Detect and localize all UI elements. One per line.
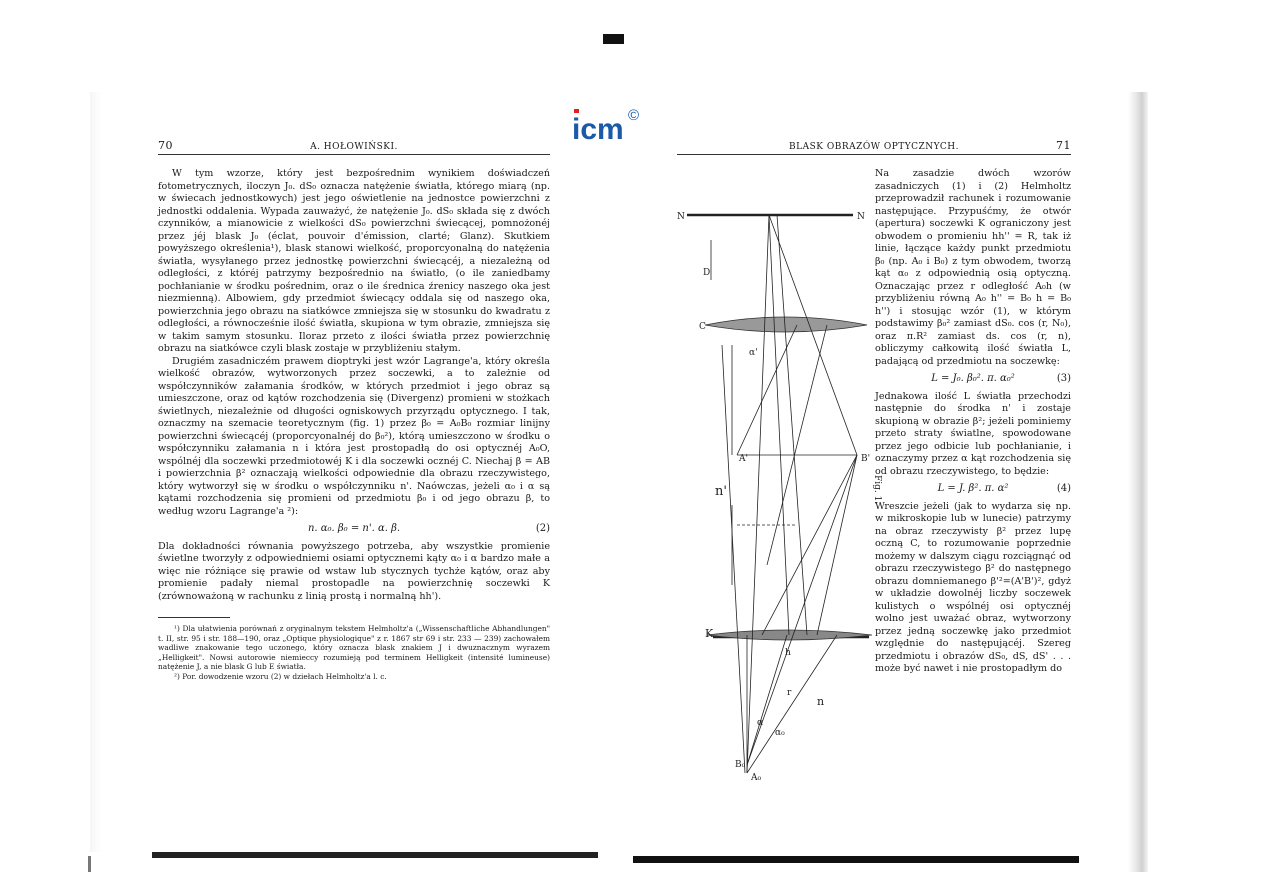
label-r: r — [787, 688, 792, 698]
page-bottom-edge-right — [633, 856, 1079, 863]
label-a-prime: A' — [739, 454, 748, 464]
page-edge-shade — [90, 92, 102, 852]
figure-caption: Fig. 1. — [872, 475, 882, 505]
scan-artifact — [88, 856, 91, 872]
label-b-prime: B' — [861, 454, 871, 464]
left-body — [158, 168, 550, 603]
label-alpha0: α₀ — [775, 728, 785, 738]
right-page-number: 71 — [1056, 139, 1071, 152]
right-running-head — [677, 140, 1071, 155]
formula-4-number: (4) — [1056, 483, 1071, 494]
formula-2-number: (2) — [535, 523, 550, 534]
formula-4 — [875, 483, 1071, 496]
left-paragraph-2: Drugiém zasadniczém prawem dioptryki jest wzór Lagrange'a, który określa wielkość obrazów, wytworzonych przez soczewki, a to zależnie od współczynników załamania środków, w których przedmiot i jego obraz są umieszczone, oraz od kątów rozchodzenia się (Divergenz) promieni w stożkach świetlnych, niezależnie od długości ogniskowych przyrządu optycznego. I tak, oznaczmy na szemacie teoretycznym (fig. 1) przez β₀ = A₀B₀ rozmiar linijny powierzchni świecącéj (proporcyonalnéj do β₀²), którą umieszczono w środku o współczynniku załamania n i która jest prostopadłą do osi optycznéj A₀O, wspólnéj dla soczewki przedmiotowéj K i dla soczewki ocznéj C. Niechaj β = AB i powierzchnia β² oznaczają wielkości odpowiednie dla obrazu rzeczywistego, który wytworzył się w środku o współczynniku n'. Naówczas, jeżeli α₀ i α są kątami rozchodzenia się promieni od przedmiotu β₀ i od jego obrazu β, to według wzoru Lagrange'a ²): — [158, 355, 550, 517]
right-paragraph-2: Jednakowa ilość L światła przechodzi następnie do środka n' i zostaje skupioną w obrazie β²; jeżeli pominiemy przeto straty światlne, spowodowane przez jego odbicie lub pochłanianie, i oznaczymy przez α kąt rozchodzenia się od obrazu rzeczywistego, to będzie: — [875, 390, 1071, 477]
label-n-right: N — [857, 212, 865, 222]
left-running-title: A. HOŁOWIŃSKI. — [310, 142, 398, 152]
left-running-head — [158, 140, 550, 155]
right-intro: Na zasadzie dwóch wzorów zasadniczych (1) i (2) Helmholtz przeprowadził rachunek i rozumowanie następujące. Przypuśćmy, że otwór (apertura) soczewki K ograniczony jest obwodem o promieniu hh'' = R, tak iż linie, łączące każdy punkt przedmiotu β₀ (np. A₀ i B₀) z tym obwodem, tworzą kąt α₀ z odpowiednią osią optyczną. Oznaczając przez r odległość A₀h (w przybliżeniu równą A₀ h'' = B₀ h = B₀ h'') i stosując wzór (1), w którym podstawimy β₀² zamiast dS₀. cos (r, N₀), oraz π.R² zamiast ds. cos (r, n), obliczymy całkowitą ilość światła L, padającą od przedmiotu na soczewkę: — [875, 168, 1071, 367]
footnotes — [158, 624, 550, 682]
label-n: n — [817, 695, 825, 708]
left-page — [158, 140, 550, 682]
right-running-title: BLASK OBRAZÓW OPTYCZNYCH. — [789, 142, 959, 152]
label-alpha: α — [757, 718, 764, 728]
label-h: h — [785, 648, 791, 658]
footnote-1: ¹) Dla ułatwienia porównań z oryginalnym tekstem Helmholtz'a („Wissenschaftliche Abhandlungen" t. II, str. 95 i str. 188—190, oraz „Optique physiologique" z r. 1867 str 69 i str. 233 — 239) zachowałem wadliwe znakowanie tego uczonego, który oznacza blask znakiem J i dwuznacznym wyrazem „Helligkeit". Nowsi autorowie niemieccy rozumieją pod terminem Helligkeit (intensité lumineuse) natężenie J, a nie blask G lub E światła. — [158, 624, 550, 672]
lens-c — [705, 317, 867, 332]
label-k: K — [705, 627, 714, 640]
label-a0: A₀ — [751, 773, 762, 783]
formula-2 — [158, 523, 550, 536]
label-b0: B₀ — [735, 760, 746, 770]
left-paragraph-3: Dla dokładności równania powyższego potrzeba, aby wszystkie promienie świetlne tworzyły z odpowiedniemi osiami optycznemi kąty α₀ i α bardzo małe a więc nie różniące się prawie od wstaw lub stycznych tychże kątów, oraz aby promienie padały niemal prostopadle na powierzchnię soczewki K (zrównoważoną w rachunku z linią prostą i normalną hh'). — [158, 540, 550, 602]
right-column — [875, 168, 1071, 676]
logo-copyright: © — [628, 107, 640, 124]
label-alpha-prime: α' — [749, 348, 758, 358]
optics-diagram — [677, 205, 882, 785]
footnote-2: ²) Por. dowodzenie wzoru (2) w dziełach Helmholtz'a l. c. — [174, 671, 387, 681]
formula-3 — [875, 373, 1071, 386]
label-n-prime: n' — [715, 484, 727, 499]
scan-marker — [603, 34, 624, 44]
footnote-rule — [158, 617, 230, 618]
axis-line — [722, 345, 745, 773]
logo-text: icm — [572, 113, 624, 146]
left-page-number: 70 — [158, 139, 173, 152]
label-c: C — [699, 322, 706, 332]
lens-k — [707, 630, 872, 640]
formula-2-text: n. α₀. β₀ = n'. α. β. — [307, 523, 401, 534]
left-paragraph-1: W tym wzorze, który jest bezpośrednim wynikiem doświadczeń fotometrycznych, iloczyn J₀. dS₀ oznacza natężenie światła, którego miarą (np. w świecach jednostkowych) jest jego oświetlenie na jednostce powierzchni z jednostki oddalenia. Wypada zauważyć, że natężenie J₀. dS₀ składa się z dwóch czynników, a mianowicie z wielkości dS₀ powierzchni świecącej, pomnożonéj przez jéj blask J₀ (éclat, pouvoir d'émission, clarté; Glanz). Skutkiem powyższego określenia¹), blask stanowi wielkość, proporcyonalną do natężenia światła, wysyłanego przez jednostkę powierzchni świecącéj, a niezależną od odległości, z któréj patrzymy bezpośrednio na światło, (o ile zaniedbamy pochłanianie w środku pośrednim, oraz o ile średnica źrenicy naszego oka jest niezmienną). Albowiem, gdy przedmiot świecący oddala się od naszego oka, powierzchnia jego obrazu na siatkówce zmniejsza się w stosunku do kwadratu z odległości, a równocześnie ilość światła, skupiona w tym obrazie, zmniejsza się w takim samym stosunku. Iloraz przeto z ilości światła przez powierzchnię obrazu na siatkówce czyli blask zostaje w przybliżeniu stałym. — [158, 168, 550, 354]
formula-3-text: L = J₀. β₀². π. α₀² — [931, 373, 1015, 384]
formula-4-text: L = J. β². π. α² — [937, 483, 1009, 494]
right-paragraph-3: Wreszcie jeżeli (jak to wydarza się np. w mikroskopie lub w lunecie) patrzymy na obraz rzeczywisty β² przez lupę oczną C, to rozumowanie poprzednie możemy w dalszym ciągu rozciągnąć od obrazu rzeczywistego β² do następnego obrazu domniemanego β'²=(A'B')², gdyż w układzie dowolnéj liczby soczewek kulistych o wspólnéj osi optycznéj wolno jest uważać obraz, wytworzony przez jedną soczewkę jako przedmiot względnie do następującéj. Szereg przedmiotu i obrazów dS₀, dS, dS' . . . może być nawet i nie prostopadłym do — [875, 500, 1071, 674]
page-bottom-edge-left — [152, 852, 598, 858]
page-edge-shade-right — [1128, 92, 1148, 872]
formula-3-number: (3) — [1056, 373, 1071, 384]
label-n-left: N — [677, 212, 685, 222]
icm-logo — [572, 104, 646, 144]
label-d: D — [703, 268, 711, 278]
